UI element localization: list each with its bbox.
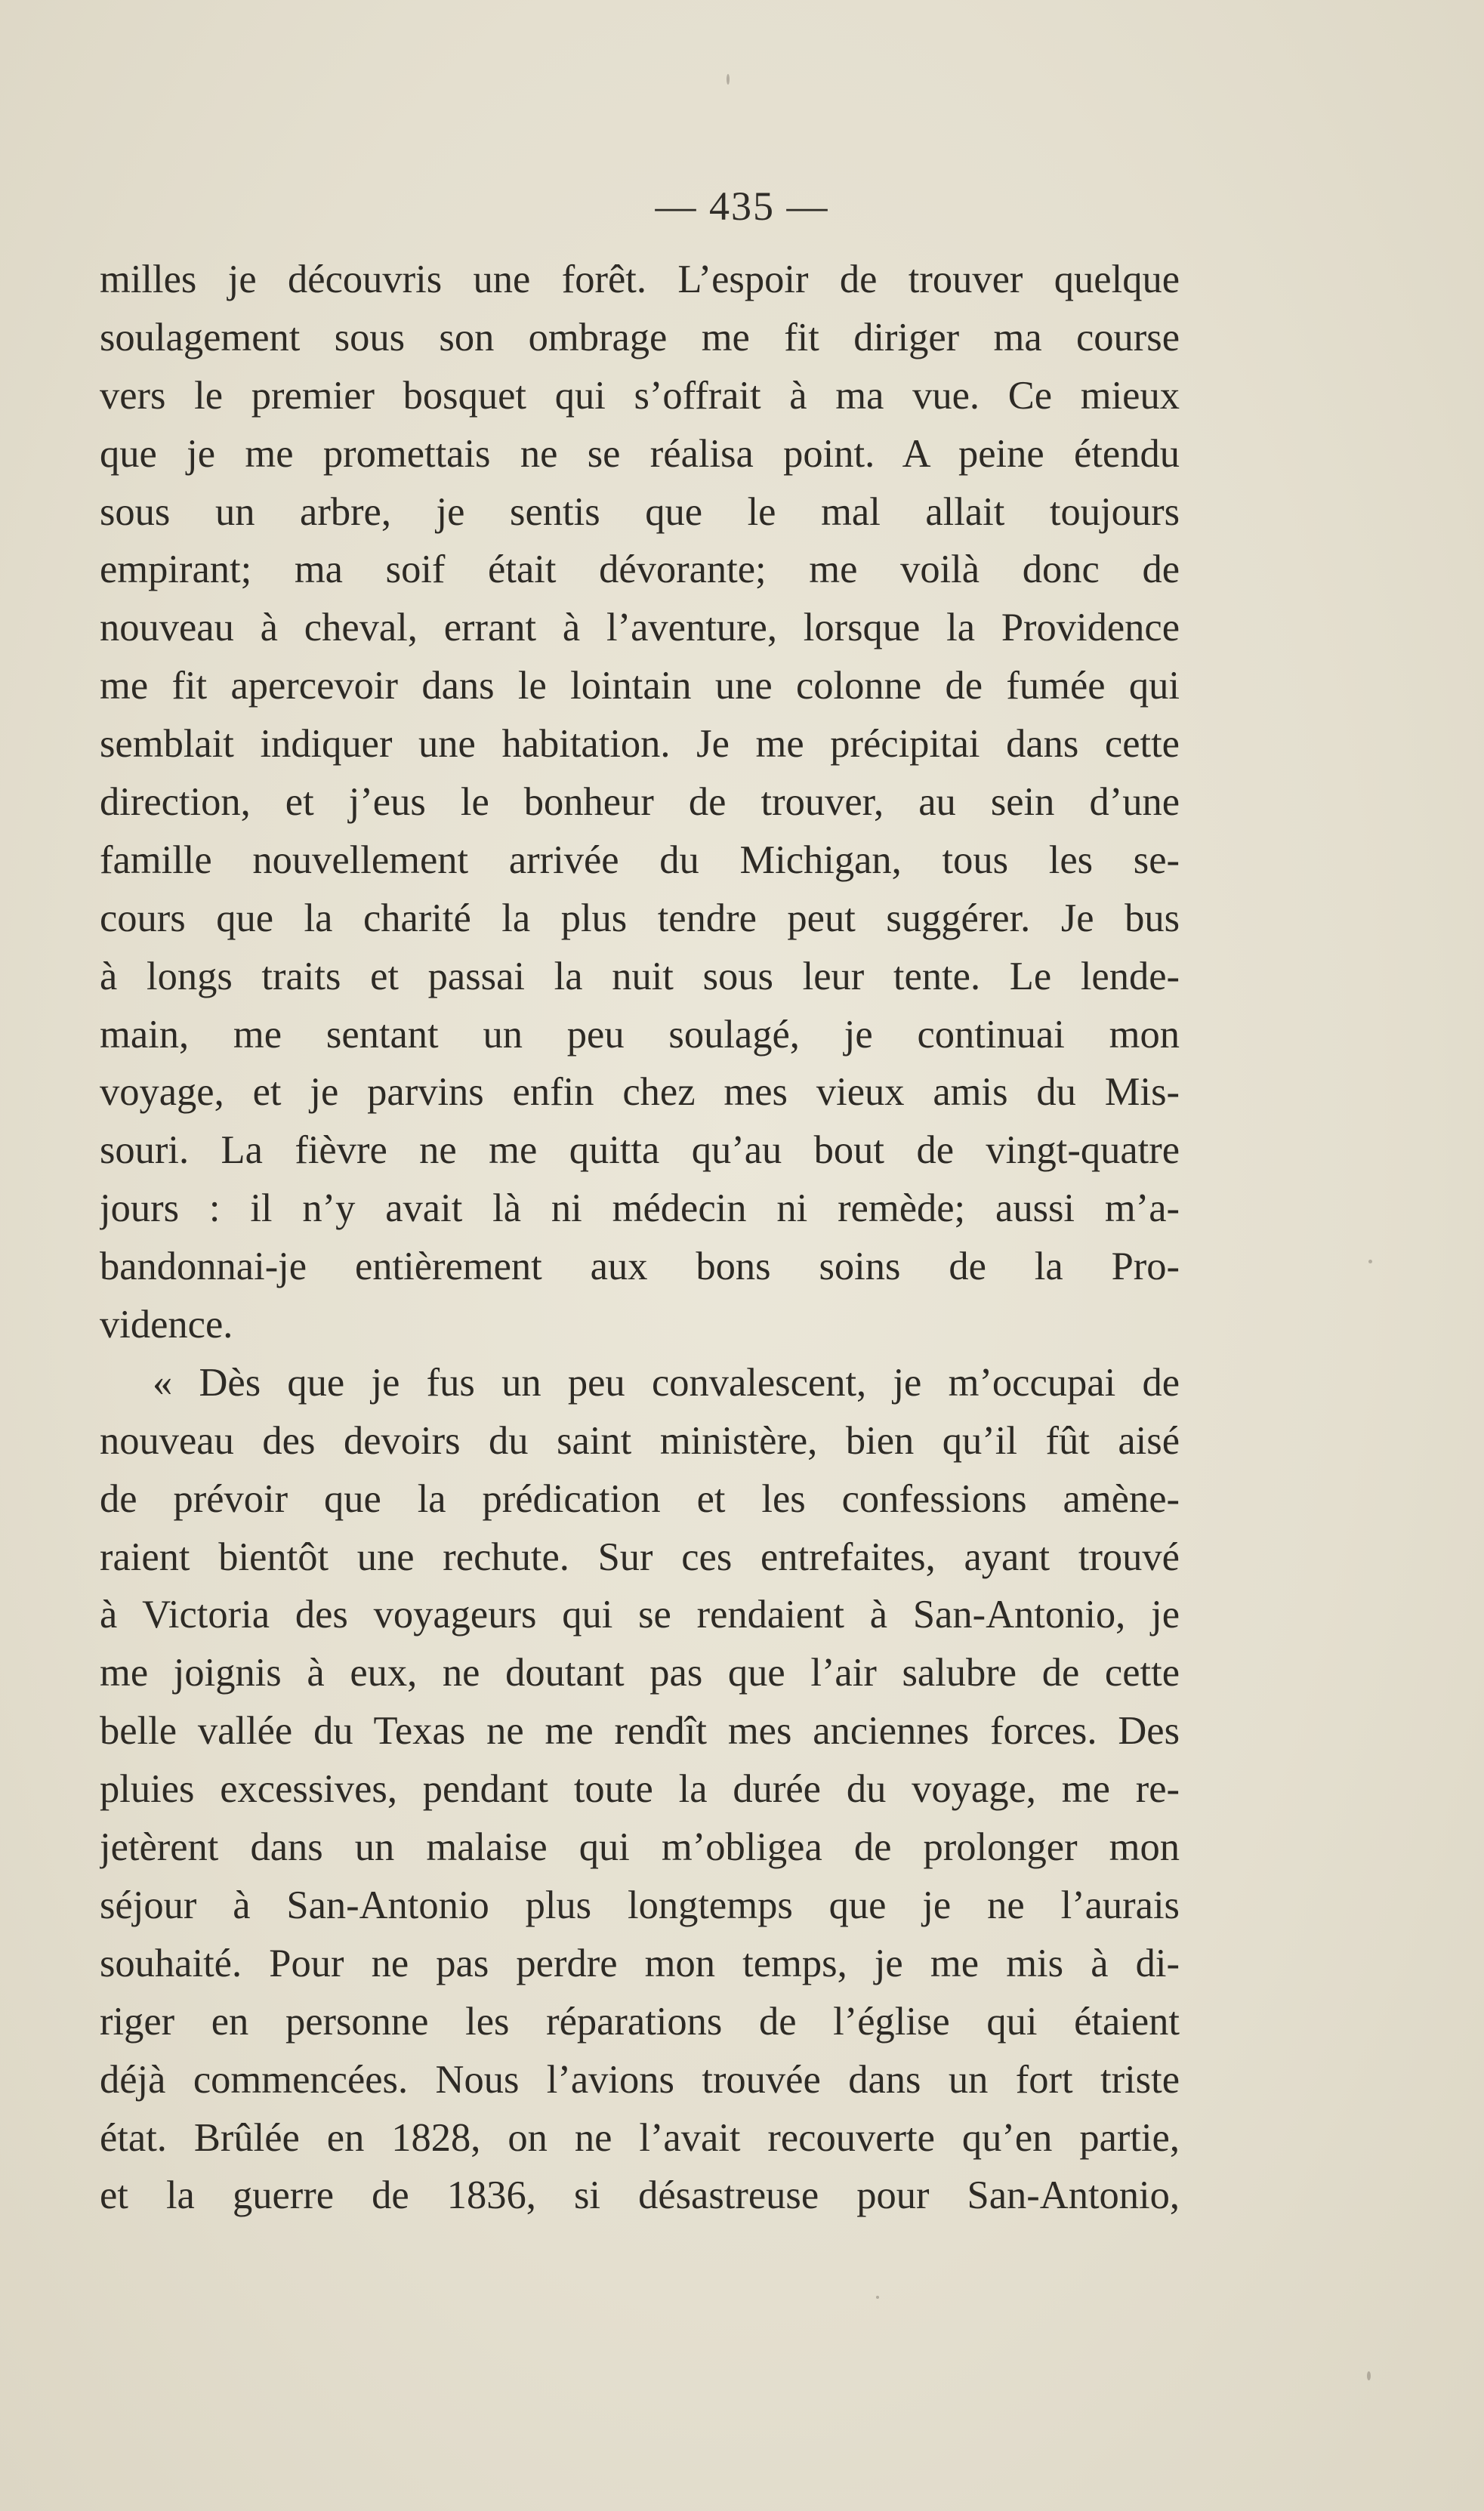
text-line: empirant; ma soif était dévorante; me voilà donc de [100, 548, 1180, 592]
paper-speck [727, 74, 730, 85]
text-line: séjour à San-Antonio plus longtemps que je ne l’aurais [100, 1883, 1180, 1927]
text-line: belle vallée du Texas ne me rendît mes anciennes forces. Des [100, 1709, 1180, 1754]
text-line: vers le premier bosquet qui s’offrait à ma vue. Ce mieux [100, 373, 1180, 418]
text-line: bandonnai-je entièrement aux bons soins de la Pro- [100, 1245, 1180, 1289]
text-line: souhaité. Pour ne pas perdre mon temps, je me mis à di- [100, 1941, 1180, 1985]
text-line: raient bientôt une rechute. Sur ces entrefaites, ayant trouvé [100, 1535, 1180, 1579]
text-line: nouveau à cheval, errant à l’aventure, lorsque la Providence [100, 606, 1180, 650]
paper-speck [1367, 2371, 1371, 2380]
text-line: de prévoir que la prédication et les confessions amène- [100, 1476, 1180, 1521]
page-number: — 435 — [655, 184, 829, 229]
text-line: déjà commencées. Nous l’avions trouvée dans un fort triste [100, 2057, 1180, 2102]
text-line: semblait indiquer une habitation. Je me précipitai dans cette [100, 722, 1180, 767]
text-line: que je me promettais ne se réalisa point. A peine étendu [100, 431, 1180, 476]
paragraph-2 [100, 1354, 1180, 2225]
text-line: soulagement sous son ombrage me fit diriger ma course [100, 315, 1180, 359]
text-line: souri. La fièvre ne me quitta qu’au bout de vingt-quatre [100, 1128, 1180, 1173]
text-line: et la guerre de 1836, si désastreuse pour San-Antonio, [100, 2173, 1180, 2218]
text-line: main, me sentant un peu soulagé, je continuai mon [100, 1012, 1180, 1057]
paper-speck [1368, 1260, 1372, 1263]
text-line: à Victoria des voyageurs qui se rendaient à San-Antonio, je [100, 1593, 1180, 1637]
text-line: milles je découvris une forêt. L’espoir de trouver quelque [100, 258, 1180, 301]
text-line: voyage, et je parvins enfin chez mes vieux amis du Mis- [100, 1070, 1180, 1115]
text-line: à longs traits et passai la nuit sous leur tente. Le lende- [100, 954, 1180, 998]
text-line: jetèrent dans un malaise qui m’obligea de prolonger mon [100, 1825, 1180, 1870]
text-line: me fit apercevoir dans le lointain une colonne de fumée qui [100, 664, 1180, 708]
text-line: me joignis à eux, ne doutant pas que l’air salubre de cette [100, 1651, 1180, 1695]
text-line: direction, et j’eus le bonheur de trouver, au sein d’une [100, 780, 1180, 825]
text-line: jours : il n’y avait là ni médecin ni remède; aussi m’a- [100, 1186, 1180, 1231]
text-line: pluies excessives, pendant toute la durée du voyage, me re- [100, 1767, 1180, 1812]
text-line: nouveau des devoirs du saint ministère, bien qu’il fût aisé [100, 1418, 1180, 1463]
text-line: vidence. [100, 1303, 233, 1347]
text-line: « Dès que je fus un peu convalescent, je m’occupai de [153, 1360, 1180, 1405]
text-line: état. Brûlée en 1828, on ne l’avait recouverte qu’en partie, [100, 2115, 1180, 2160]
body-text [100, 251, 1180, 2225]
text-line: sous un arbre, je sentis que le mal allait toujours [100, 489, 1180, 534]
text-line: riger en personne les réparations de l’église qui étaient [100, 1999, 1180, 2044]
paper-speck [876, 2296, 879, 2299]
text-line: famille nouvellement arrivée du Michigan, tous les se- [100, 838, 1180, 882]
paragraph-1 [100, 251, 1180, 1354]
text-line: cours que la charité la plus tendre peut suggérer. Je bus [100, 896, 1180, 940]
